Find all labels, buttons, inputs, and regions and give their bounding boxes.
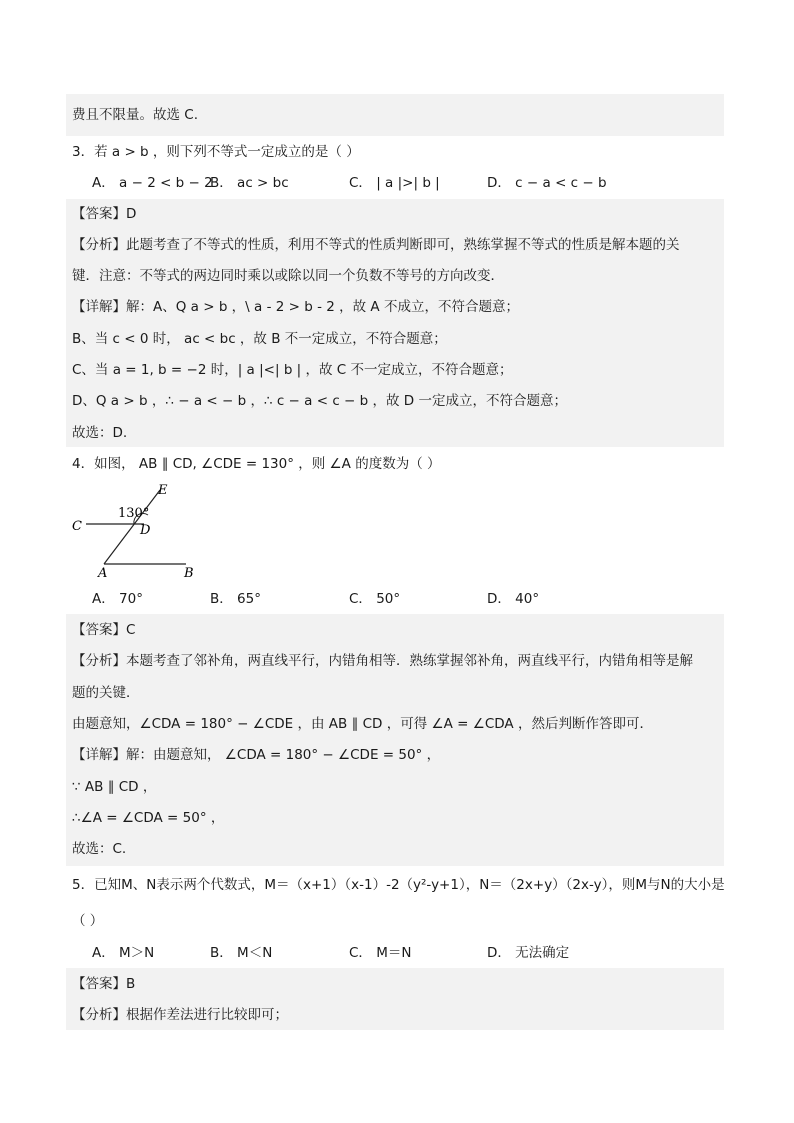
q5-analysis-line-1: 【分析】根据作差法进行比较即可； <box>72 1007 288 1023</box>
point-label-e: E <box>158 483 168 498</box>
point-label-a: A <box>98 566 108 580</box>
q3-detail-line-4: D、Q a > b ，∴ − a < − b ，∴ c − a < c − b ，故 D 一定成立，不符合题意； <box>72 393 567 409</box>
q4-conclusion: 故选：C. <box>72 841 127 857</box>
q5-option-d: D． 无法确定 <box>487 945 570 961</box>
question-4-stem: 4．如图， AB ∥ CD, ∠CDE = 130° ，则 ∠A 的度数为（ ） <box>72 456 441 472</box>
q4-option-d: D． 40° <box>487 591 540 607</box>
q4-geometry-figure <box>68 480 208 580</box>
q4-option-a: A． 70° <box>92 591 143 607</box>
q5-option-a: A． M＞N <box>92 945 155 961</box>
q3-detail-line-3: C、当 a = 1, b = −2 时，| a |<| b | ，故 C 不一定成立，不符合题意； <box>72 362 513 378</box>
point-label-c: C <box>72 519 82 534</box>
q3-detail-line-2: B、当 c < 0 时， ac < bc ，故 B 不一定成立，不符合题意； <box>72 331 447 347</box>
q4-detail-line-2: ∵ AB ∥ CD ， <box>72 779 157 795</box>
q4-option-c: C． 50° <box>349 591 401 607</box>
q4-detail-line-1: 【详解】解：由题意知， ∠CDA = 180° − ∠CDE = 50° ， <box>72 747 441 763</box>
q3-detail-line-1: 【详解】解：A、Q a > b ，\ a - 2 > b - 2 ，故 A 不成立，不符合题意； <box>72 299 519 315</box>
question-5-stem-line-1: 5．已知M、N表示两个代数式，M＝（x+1）（x-1）-2（y²-y+1），N＝（2x+y）（2x-y），则M与N的大小是 <box>72 877 725 893</box>
q3-option-d: D． c − a < c − b <box>487 175 607 191</box>
q3-option-a: A． a − 2 < b − 2 <box>92 175 213 191</box>
q3-analysis-line-1: 【分析】此题考查了不等式的性质，利用不等式的性质判断即可，熟练掌握不等式的性质是解本题的关 <box>72 237 680 253</box>
q3-option-b: B． ac > bc <box>210 175 289 191</box>
q3-conclusion: 故选：D. <box>72 425 128 441</box>
q3-option-c: C． | a |>| b | <box>349 175 440 191</box>
q4-analysis-line-2: 题的关键． <box>72 685 140 701</box>
solution-tail-text: 费且不限量。故选 C. <box>72 107 199 123</box>
q4-answer: 【答案】C <box>72 622 136 638</box>
q5-option-c: C． M＝N <box>349 945 412 961</box>
question-3-stem: 3．若 a > b ，则下列不等式一定成立的是（ ） <box>72 144 360 160</box>
q4-detail-line-3: ∴∠A = ∠CDA = 50° ， <box>72 810 225 826</box>
angle-label-130: 130° <box>118 506 150 521</box>
q5-option-b: B． M＜N <box>210 945 273 961</box>
question-5-stem-line-2: （ ） <box>72 913 104 929</box>
point-label-b: B <box>184 566 194 580</box>
q4-analysis-line-3: 由题意知，∠CDA = 180° − ∠CDE ，由 AB ∥ CD ，可得 ∠A = ∠CDA ，然后判断作答即可． <box>72 716 653 732</box>
q5-answer: 【答案】B <box>72 976 136 992</box>
q3-analysis-line-2: 键．注意：不等式的两边同时乘以或除以同一个负数不等号的方向改变． <box>72 268 504 284</box>
q3-answer: 【答案】D <box>72 206 137 222</box>
line-ae <box>104 490 160 564</box>
q4-analysis-line-1: 【分析】本题考查了邻补角，两直线平行，内错角相等．熟练掌握邻补角，两直线平行，内错角相等是解 <box>72 653 693 669</box>
point-label-d: D <box>140 523 151 538</box>
q4-option-b: B． 65° <box>210 591 261 607</box>
